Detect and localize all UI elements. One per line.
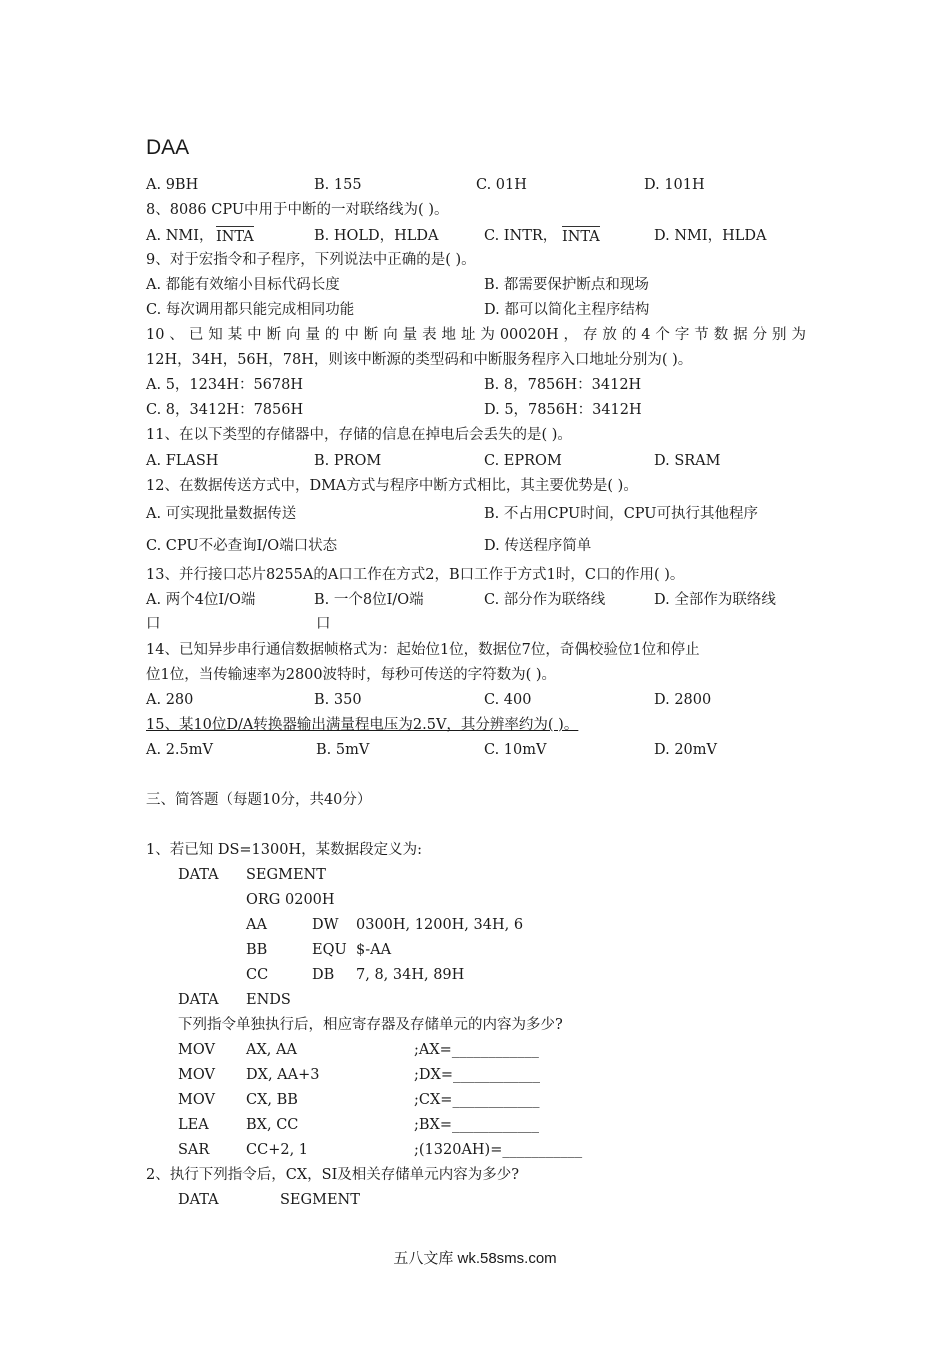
instr-answer-blank: ;AX=____________ [414, 1042, 539, 1058]
instr-opcode: MOV [178, 1042, 215, 1058]
code-label: DATA [178, 1192, 219, 1208]
q9-option-b: B. 都需要保护断点和现场 [484, 277, 649, 293]
q14-stem-line1: 14、已知异步串行通信数据帧格式为：起始位1位，数据位7位，奇偶校验位1位和停止 [146, 642, 700, 658]
footer-watermark: 五八文库 wk.58sms.com [393, 1250, 557, 1267]
code-keyword: SEGMENT [246, 867, 326, 883]
code-operand: $-AA [356, 942, 392, 958]
q11-option-b: B. PROM [314, 453, 382, 469]
q12-option-a: A. 可实现批量数据传送 [146, 506, 297, 522]
code-symbol: BB [246, 942, 268, 958]
q9-option-c: C. 每次调用都只能完成相同功能 [146, 302, 355, 318]
q11-stem: 11、在以下类型的存储器中，存储的信息在掉电后会丢失的是( )。 [146, 427, 572, 443]
q7-option-d: D. 101H [644, 177, 705, 193]
instr-operands: BX, CC [246, 1117, 299, 1133]
q14-option-b: B. 350 [314, 692, 362, 708]
sa1-prompt: 下列指令单独执行后，相应寄存器及存储单元的内容为多少? [178, 1017, 563, 1033]
instr-operands: CC+2, 1 [246, 1142, 309, 1158]
q13-option-b: B. 一个8位I/O端 [314, 592, 424, 608]
instr-answer-blank: ;(1320AH)=___________ [414, 1142, 583, 1158]
q12-option-d: D. 传送程序简单 [484, 538, 592, 554]
q10-stem-line1: 10、已知某中断向量的中断向量表地址为00020H，存放的4个字节数据分别为 [146, 327, 806, 343]
code-symbol: CC [246, 967, 269, 983]
sa2-stem: 2、执行下列指令后，CX，SI及相关存储单元内容为多少? [146, 1167, 520, 1183]
q13-option-a: A. 两个4位I/O端 [146, 592, 256, 608]
q15-option-a: A. 2.5mV [146, 742, 213, 758]
instr-answer-blank: ;BX=____________ [414, 1117, 540, 1133]
q8-option-d: D. NMI，HLDA [654, 228, 767, 244]
instr-opcode: MOV [178, 1092, 215, 1108]
q8-option-a-overline: INTA [216, 226, 254, 247]
q12-option-b: B. 不占用CPU时间，CPU可执行其他程序 [484, 506, 759, 522]
q8-option-b: B. HOLD，HLDA [314, 228, 439, 244]
top-title: DAA [146, 136, 190, 159]
q14-option-d: D. 2800 [654, 692, 712, 708]
q13-option-c: C. 部分作为联络线 [484, 592, 606, 608]
code-operand: 7, 8, 34H, 89H [356, 967, 465, 983]
code-symbol: AA [246, 917, 267, 933]
instr-answer-blank: ;DX=____________ [414, 1067, 540, 1083]
sa1-stem: 1、若已知 DS=1300H，某数据段定义为: [146, 842, 422, 858]
q10-option-c: C. 8，3412H：7856H [146, 402, 304, 418]
q12-stem: 12、在数据传送方式中，DMA方式与程序中断方式相比，其主要优势是( )。 [146, 478, 638, 494]
instr-opcode: MOV [178, 1067, 215, 1083]
q7-option-a: A. 9BH [146, 177, 199, 193]
q13-option-b-wrap: 口 [316, 616, 331, 632]
code-directive: EQU [312, 942, 347, 958]
q13-option-d: D. 全部作为联络线 [654, 592, 776, 608]
code-operand: 0300H, 1200H, 34H, 6 [356, 917, 524, 933]
q7-option-b: B. 155 [314, 177, 362, 193]
code-label: DATA [178, 867, 219, 883]
q15-stem: 15、某10位D/A转换器输出满量程电压为2.5V，其分辨率约为( )。 [146, 717, 579, 733]
q8-option-c: C. INTR， [484, 228, 558, 244]
q10-option-a: A. 5，1234H：5678H [146, 377, 304, 393]
code-keyword: ORG 0200H [246, 892, 335, 908]
q11-option-a: A. FLASH [146, 453, 219, 469]
q8-stem: 8、8086 CPU中用于中断的一对联络线为( )。 [146, 202, 449, 218]
q9-option-a: A. 都能有效缩小目标代码长度 [146, 277, 340, 293]
instr-answer-blank: ;CX=____________ [414, 1092, 540, 1108]
section3-title: 三、简答题（每题10分，共40分） [146, 792, 372, 808]
q9-option-d: D. 都可以简化主程序结构 [484, 302, 650, 318]
q13-option-a-wrap: 口 [146, 616, 161, 632]
q15-option-b: B. 5mV [316, 742, 370, 758]
code-keyword: ENDS [246, 992, 291, 1008]
q14-option-a: A. 280 [146, 692, 194, 708]
q8-option-c-overline: INTA [562, 226, 600, 247]
instr-opcode: SAR [178, 1142, 210, 1158]
q15-option-c: C. 10mV [484, 742, 547, 758]
q10-option-d: D. 5，7856H：3412H [484, 402, 642, 418]
code-label: DATA [178, 992, 219, 1008]
code-directive: DW [312, 917, 339, 933]
instr-operands: AX, AA [246, 1042, 297, 1058]
instr-operands: DX, AA+3 [246, 1067, 320, 1083]
q11-option-c: C. EPROM [484, 453, 562, 469]
q14-option-c: C. 400 [484, 692, 532, 708]
q9-stem: 9、对于宏指令和子程序，下列说法中正确的是( )。 [146, 252, 476, 268]
instr-opcode: LEA [178, 1117, 209, 1133]
code-keyword: SEGMENT [280, 1192, 360, 1208]
q14-stem-line2: 位1位，当传输速率为2800波特时，每秒可传送的字符数为( )。 [146, 667, 557, 683]
q11-option-d: D. SRAM [654, 453, 721, 469]
code-directive: DB [312, 967, 335, 983]
q8-option-a: A. NMI， [146, 228, 214, 244]
q10-option-b: B. 8，7856H：3412H [484, 377, 642, 393]
q15-option-d: D. 20mV [654, 742, 717, 758]
q12-option-c: C. CPU不必查询I/O端口状态 [146, 538, 338, 554]
q10-stem-line2: 12H，34H，56H，78H，则该中断源的类型码和中断服务程序入口地址分别为( )。 [146, 352, 693, 368]
instr-operands: CX, BB [246, 1092, 298, 1108]
q7-option-c: C. 01H [476, 177, 527, 193]
q13-stem: 13、并行接口芯片8255A的A口工作在方式2，B口工作于方式1时，C口的作用( )。 [146, 567, 685, 583]
